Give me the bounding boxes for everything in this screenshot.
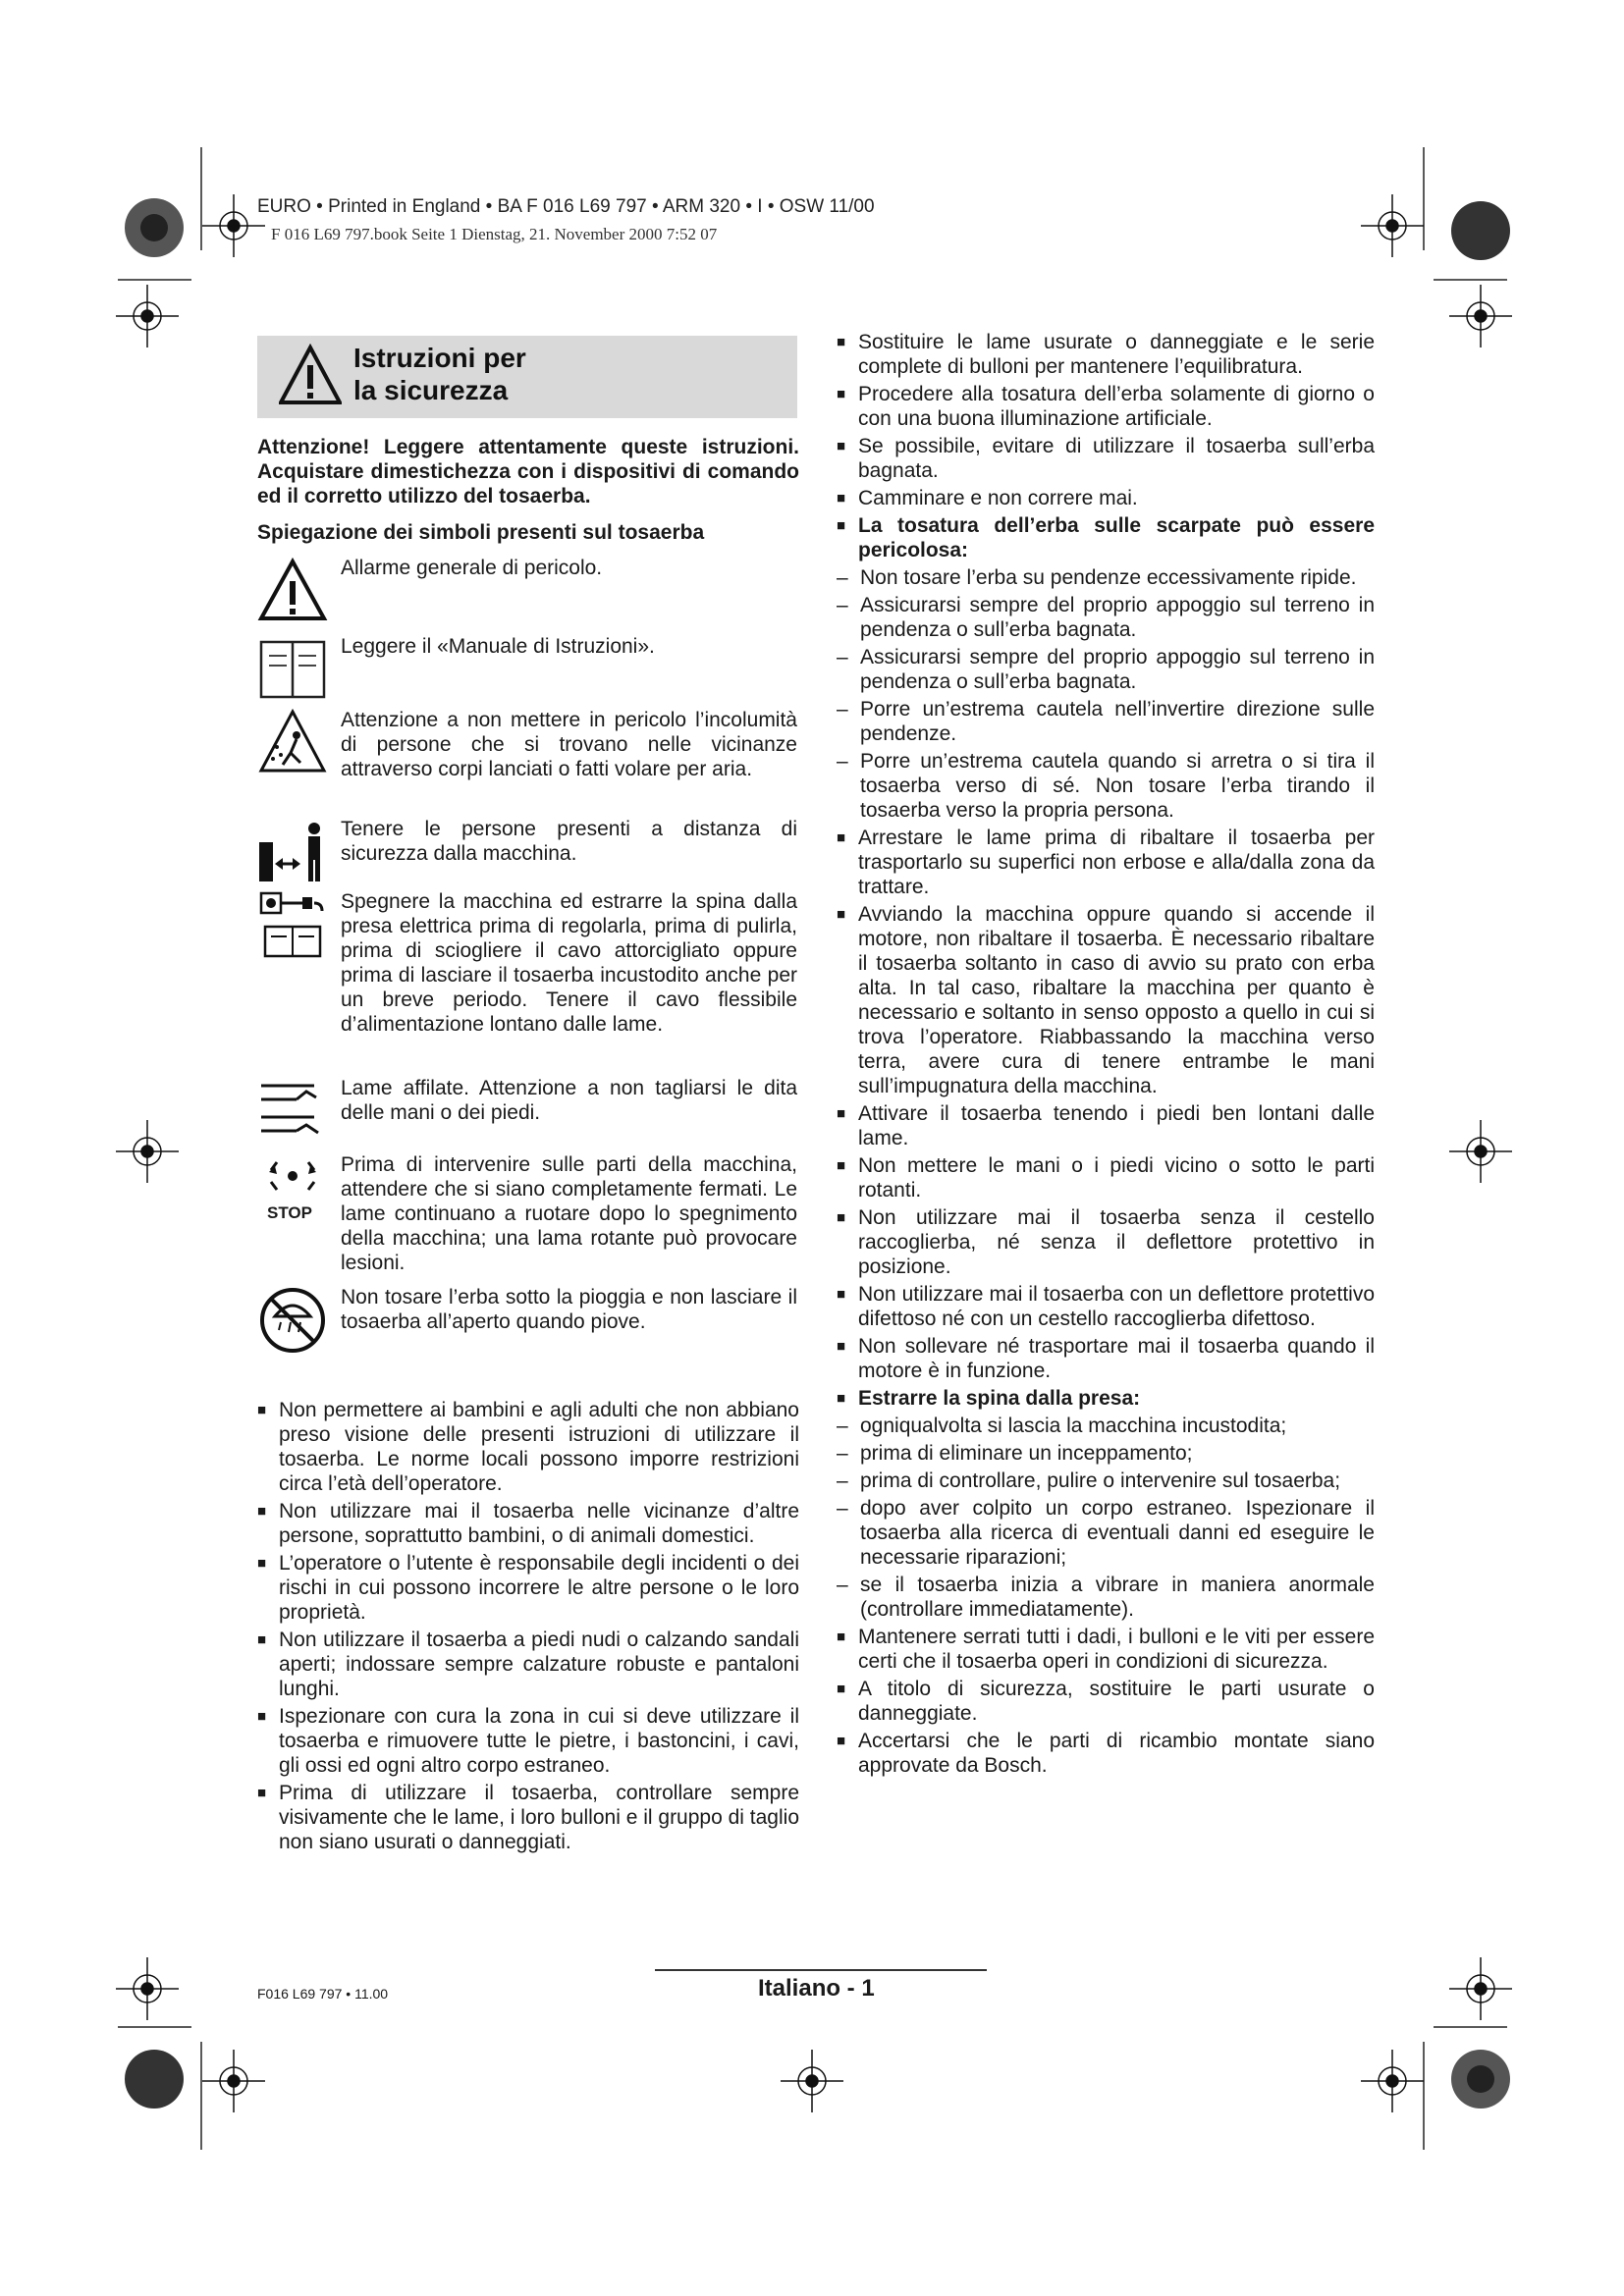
list-item: ■ Camminare e non correre mai. xyxy=(837,486,1375,510)
symbol-text: Non tosare l’erba sotto la pioggia e non lasciare il tosaerba all’aperto quando piove. xyxy=(341,1286,797,1333)
list-subheading: ■ Estrarre la spina dalla presa: xyxy=(837,1386,1375,1411)
list-item: – ogniqualvolta si lascia la macchina incustodita; xyxy=(837,1414,1375,1438)
left-safety-list xyxy=(257,1398,799,1857)
list-item: ■ Ispezionare con cura la zona in cui si deve utilizzare il tosaerba e rimuovere tutte le pietre, i bastoncini, i cavi, gli ossi ed ogni altro corpo estraneo. xyxy=(257,1704,799,1778)
title-line-2: la sicurezza xyxy=(353,375,509,405)
list-item: ■ Non utilizzare mai il tosaerba con un deflettore protettivo difettoso né con un cestello raccoglierba difettoso. xyxy=(837,1282,1375,1331)
list-item: ■ Non utilizzare mai il tosaerba senza il cestello raccoglierba, né senza il deflettore protettivo in posizione. xyxy=(837,1205,1375,1279)
list-subheading: ■ La tosatura dell’erba sulle scarpate può essere pericolosa: xyxy=(837,513,1375,562)
symbol-text: Tenere le persone presenti a distanza di sicurezza dalla macchina. xyxy=(341,818,797,865)
stop-label: STOP xyxy=(267,1203,312,1222)
footer-code: F016 L69 797 • 11.00 xyxy=(257,1986,389,2002)
list-item: ■ A titolo di sicurezza, sostituire le parti usurate o danneggiate. xyxy=(837,1677,1375,1726)
list-item: ■ Attivare il tosaerba tenendo i piedi ben lontani dalle lame. xyxy=(837,1101,1375,1150)
symbol-text: Prima di intervenire sulle parti della macchina, attendere che si siano completamente fermati. Le lame continuano a ruotare dopo lo spegnimento della macchina; una lama rotante può provocare lesioni. xyxy=(341,1153,797,1274)
list-item: – dopo aver colpito un corpo estraneo. Ispezionare il tosaerba alla ricerca di eventuali danni ed eseguire le necessarie riparazioni; xyxy=(837,1496,1375,1570)
manual-book-icon xyxy=(257,634,328,705)
warning-triangle-icon xyxy=(279,344,342,406)
list-item: – Porre un’estrema cautela nell’invertire direzione sulle pendenze. xyxy=(837,697,1375,746)
thrown-objects-icon xyxy=(257,708,328,778)
list-item: – Non tosare l’erba su pendenze eccessivamente ripide. xyxy=(837,565,1375,590)
list-item: ■ Avviando la macchina oppure quando si accende il motore, non ribaltare il tosaerba. È necessario ribaltare il tosaerba soltanto in caso di avvio su prato con erba alta. In tal caso, ribaltare la macchina per quanto è necessario e soltanto in senso opposto a quello in cui si trova l’operatore. Riabbassando la macchina verso terra, avere cura di tenere entrambe le mani sull’impugnatura della macchina. xyxy=(837,902,1375,1098)
list-item: – Porre un’estrema cautela quando si arretra o si tira il tosaerba verso di sé. Non tosare l’erba tirando il tosaerba verso la propria persona. xyxy=(837,749,1375,823)
section-title xyxy=(353,342,526,406)
list-item: ■ Accertarsi che le parti di ricambio montate siano approvate da Bosch. xyxy=(837,1729,1375,1778)
list-item: – Assicurarsi sempre del proprio appoggio sul terreno in pendenza o sull’erba bagnata. xyxy=(837,593,1375,642)
symbols-heading: Spiegazione dei simboli presenti sul tosaerba xyxy=(257,521,705,544)
intro-warning: Attenzione! Leggere attentamente queste istruzioni. Acquistare dimestichezza con i dispositivi di comando ed il corretto utilizzo del tosaerba. xyxy=(257,436,799,507)
print-info-line: EURO • Printed in England • BA F 016 L69 797 • ARM 320 • I • OSW 11/00 xyxy=(257,196,875,217)
list-item: ■ Non sollevare né trasportare mai il tosaerba quando il motore è in funzione. xyxy=(837,1334,1375,1383)
list-item: – se il tosaerba inizia a vibrare in maniera anormale (controllare immediatamente). xyxy=(837,1573,1375,1622)
footer-rule xyxy=(655,1969,987,1971)
keep-distance-icon xyxy=(257,817,328,887)
sharp-blades-icon xyxy=(257,1076,328,1147)
list-item: ■ Non mettere le mani o i piedi vicino o sotto le parti rotanti. xyxy=(837,1153,1375,1202)
list-item: ■ Non utilizzare mai il tosaerba nelle vicinanze d’altre persone, soprattutto bambini, o di animali domestici. xyxy=(257,1499,799,1548)
list-item: – prima di eliminare un inceppamento; xyxy=(837,1441,1375,1466)
symbol-text: Leggere il «Manuale di Istruzioni». xyxy=(341,635,655,658)
book-info-line: F 016 L69 797.book Seite 1 Dienstag, 21. November 2000 7:52 07 xyxy=(271,225,718,243)
unplug-icon xyxy=(257,889,328,960)
list-item: ■ L’operatore o l’utente è responsabile degli incidenti o dei rischi in cui possono incorrere le altre persone o le loro proprietà. xyxy=(257,1551,799,1625)
symbol-text: Spegnere la macchina ed estrarre la spina dalla presa elettrica prima di regolarla, prima di pulirla, prima di sciogliere il cavo attorcigliato oppure prima di lasciare il tosaerba incustodito anche per un breve periodo. Tenere il cavo flessibile d’alimentazione lontano dalle lame. xyxy=(341,890,797,1036)
symbol-text: Allarme generale di pericolo. xyxy=(341,557,603,579)
section-title-box xyxy=(257,336,797,418)
list-item: ■ Procedere alla tosatura dell’erba solamente di giorno o con una buona illuminazione artificiale. xyxy=(837,382,1375,431)
symbol-text: Lame affilate. Attenzione a non tagliarsi le dita delle mani o dei piedi. xyxy=(341,1077,797,1124)
list-item: ■ Non permettere ai bambini e agli adulti che non abbiano preso visione delle presenti istruzioni di utilizzare il tosaerba. Le norme locali possono imporre restrizioni circa l’età dell’operatore. xyxy=(257,1398,799,1496)
no-rain-icon xyxy=(257,1285,328,1356)
page-number: Italiano - 1 xyxy=(758,1975,875,2002)
list-item: – prima di controllare, pulire o intervenire sul tosaerba; xyxy=(837,1468,1375,1493)
right-safety-list xyxy=(837,330,1375,1781)
title-line-1: Istruzioni per xyxy=(353,343,526,373)
list-item: ■ Prima di utilizzare il tosaerba, controllare sempre visivamente che le lame, i loro bulloni e il gruppo di taglio non siano usurati o danneggiati. xyxy=(257,1781,799,1854)
list-item: ■ Se possibile, evitare di utilizzare il tosaerba sull’erba bagnata. xyxy=(837,434,1375,483)
symbol-text: Attenzione a non mettere in pericolo l’incolumità di persone che si trovano nelle vicinanze attraverso corpi lanciati o fatti volare per aria. xyxy=(341,709,797,780)
list-item: ■ Sostituire le lame usurate o danneggiate e le serie complete di bulloni per mantenere l’equilibratura. xyxy=(837,330,1375,379)
list-item: ■ Non utilizzare il tosaerba a piedi nudi o calzando sandali aperti; indossare sempre calzature robuste e pantaloni lunghi. xyxy=(257,1628,799,1701)
list-item: – Assicurarsi sempre del proprio appoggio sul terreno in pendenza o sull’erba bagnata. xyxy=(837,645,1375,694)
list-item: ■ Mantenere serrati tutti i dadi, i bulloni e le viti per essere certi che il tosaerba operi in condizioni di sicurezza. xyxy=(837,1625,1375,1674)
warning-triangle-icon xyxy=(257,556,328,626)
list-item: ■ Arrestare le lame prima di ribaltare il tosaerba per trasportarlo su superfici non erbose e alla/dalla zona da trattare. xyxy=(837,826,1375,899)
